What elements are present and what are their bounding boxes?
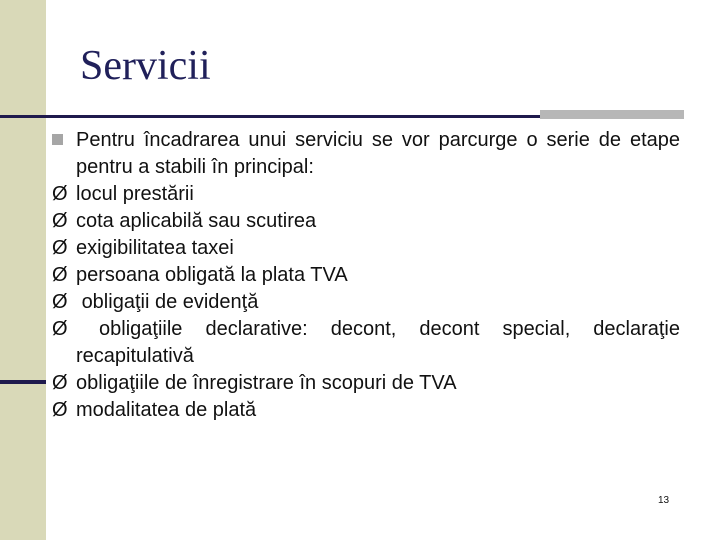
arrow-bullet-icon: Ø: [52, 237, 68, 259]
list-item: [52, 235, 680, 262]
list-item-text: obligaţiile declarative: decont, decont special, declaraţie recapitulativă: [76, 318, 686, 367]
arrow-bullet-icon: Ø: [52, 318, 68, 340]
title-divider-line: [0, 115, 580, 118]
slide-content: [52, 127, 686, 424]
list-item-text: obligaţii de evidenţă: [76, 291, 259, 313]
arrow-bullet-icon: Ø: [52, 291, 68, 313]
arrow-bullet-icon: Ø: [52, 372, 68, 394]
arrow-bullet-icon: Ø: [52, 210, 68, 232]
list-item: [52, 289, 680, 316]
list-item-text: modalitatea de plată: [76, 399, 257, 421]
slide-title: Servicii: [80, 43, 211, 89]
list-item: [52, 181, 680, 208]
list-item-text: exigibilitatea taxei: [76, 237, 234, 259]
list-item: [52, 316, 686, 370]
title-divider-accent: [540, 110, 684, 119]
arrow-bullet-icon: Ø: [52, 264, 68, 286]
list-item-text: persoana obligată la plata TVA: [76, 264, 348, 286]
list-item-text: cota aplicabilă sau scutirea: [76, 210, 317, 232]
square-bullet-icon: [52, 134, 63, 145]
page-number: 13: [658, 495, 670, 506]
intro-text: Pentru încadrarea unui serviciu se vor parcurge o serie de etape pentru a stabili în principal:: [76, 129, 680, 178]
list-item-text: locul prestării: [76, 183, 194, 205]
arrow-bullet-icon: Ø: [52, 183, 68, 205]
side-bar-accent-line: [0, 380, 46, 384]
list-item: [52, 208, 680, 235]
intro-paragraph: [52, 127, 680, 181]
side-bar-decoration: [0, 0, 46, 540]
arrow-bullet-icon: Ø: [52, 399, 68, 421]
list-item-text: obligaţiile de înregistrare în scopuri de TVA: [76, 372, 457, 394]
list-item: [52, 262, 680, 289]
list-item: [52, 370, 680, 397]
list-item: [52, 397, 680, 424]
